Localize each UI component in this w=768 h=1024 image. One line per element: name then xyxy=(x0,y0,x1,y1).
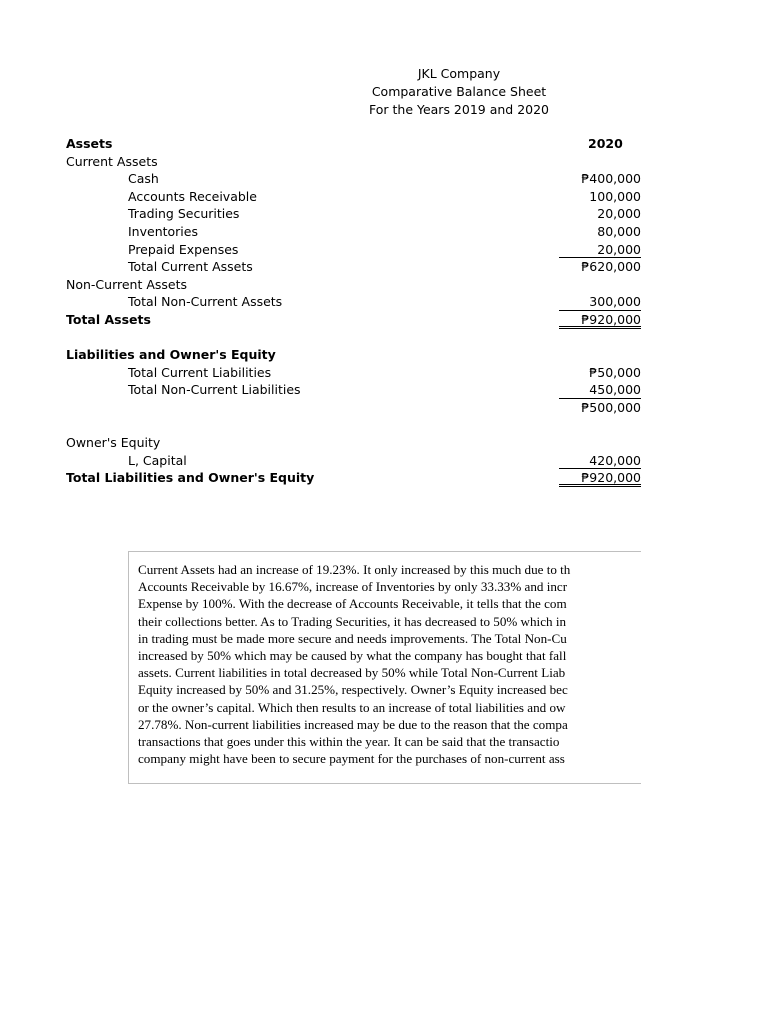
analysis-line: Expense by 100%. With the decrease of Accounts Receivable, it tells that the com xyxy=(138,596,567,612)
row-label: Inventories xyxy=(128,224,198,239)
row-label: Total Non-Current Liabilities xyxy=(128,382,301,398)
balance-sheet-row xyxy=(0,135,641,153)
analysis-line: their collections better. As to Trading Securities, it has decreased to 50% which in xyxy=(138,613,567,629)
row-amount: 450,000 xyxy=(589,382,641,398)
row-label: Liabilities and Owner's Equity xyxy=(66,347,276,363)
balance-sheet-row xyxy=(0,188,641,206)
balance-sheet-row xyxy=(0,487,641,505)
row-amount: ₱620,000 xyxy=(559,257,641,276)
row-label: Total Assets xyxy=(66,312,151,327)
balance-sheet-row xyxy=(0,276,641,294)
analysis-line: Accounts Receivable by 16.67%, increase of Inventories by only 33.33% and incr xyxy=(138,579,568,595)
balance-sheet-heading xyxy=(300,65,618,119)
row-amount: 100,000 xyxy=(589,188,641,204)
row-label: Current Assets xyxy=(66,153,158,169)
row-label: Assets xyxy=(66,136,113,151)
analysis-line: 27.78%. Non-current liabilities increased may be due to the reason that the compa xyxy=(138,716,568,732)
row-label: Total Current Assets xyxy=(128,259,253,275)
balance-sheet-row xyxy=(0,153,641,171)
row-label: Owner's Equity xyxy=(66,435,161,451)
balance-sheet-row xyxy=(0,311,641,329)
report-title: Comparative Balance Sheet xyxy=(371,84,547,99)
analysis-line: transactions that goes under this within the year. It can be said that the transactio xyxy=(138,734,560,750)
row-label: L, Capital xyxy=(128,452,187,468)
row-amount: 80,000 xyxy=(597,224,641,239)
row-amount: ₱920,000 xyxy=(559,310,641,329)
balance-sheet-row xyxy=(0,364,641,382)
row-label: Non-Current Assets xyxy=(66,276,188,292)
report-period: For the Years 2019 and 2020 xyxy=(368,102,550,117)
row-amount: 20,000 xyxy=(597,206,641,222)
balance-sheet-row xyxy=(0,381,641,399)
balance-sheet-row xyxy=(0,258,641,276)
analysis-line: increased by 50% which may be caused by what the company has bought that fall xyxy=(138,648,567,664)
analysis-text-box[interactable] xyxy=(128,551,641,784)
row-amount: ₱920,000 xyxy=(559,468,641,487)
row-label: Trading Securities xyxy=(128,206,240,222)
year-2020-header: 2020 xyxy=(588,136,623,151)
analysis-line: Current Assets had an increase of 19.23%. It only increased by this much due to th xyxy=(138,562,571,577)
company-name: JKL Company xyxy=(417,66,501,81)
row-amount: 20,000 xyxy=(597,241,641,257)
balance-sheet-row xyxy=(0,346,641,364)
balance-sheet-row xyxy=(0,417,641,435)
analysis-line: assets. Current liabilities in total decreased by 50% while Total Non-Current Liab xyxy=(138,665,566,681)
balance-sheet-row xyxy=(0,205,641,223)
row-label: Cash xyxy=(128,171,159,187)
row-amount xyxy=(559,326,641,329)
row-label: Prepaid Expenses xyxy=(128,241,239,257)
row-amount: ₱400,000 xyxy=(581,171,641,187)
analysis-line: or the owner’s capital. Which then results to an increase of total liabilities and ow xyxy=(138,699,566,715)
balance-sheet-row xyxy=(0,293,641,311)
balance-sheet-row xyxy=(0,329,641,347)
balance-sheet-row xyxy=(0,241,641,259)
analysis-line: Equity increased by 50% and 31.25%, respectively. Owner’s Equity increased bec xyxy=(138,682,568,698)
balance-sheet-row xyxy=(0,434,641,452)
row-label: Total Non-Current Assets xyxy=(128,294,283,310)
row-amount: 300,000 xyxy=(589,294,641,310)
analysis-paragraph xyxy=(138,561,641,767)
balance-sheet-row xyxy=(0,170,641,188)
row-amount: 420,000 xyxy=(589,452,641,468)
row-label: Total Liabilities and Owner's Equity xyxy=(66,470,315,486)
balance-sheet-row xyxy=(0,223,641,241)
row-label: Total Current Liabilities xyxy=(128,364,272,380)
row-amount: ₱500,000 xyxy=(559,398,641,417)
row-amount: ₱50,000 xyxy=(589,364,641,380)
balance-sheet-row xyxy=(0,452,641,470)
row-label: Accounts Receivable xyxy=(128,188,257,204)
row-amount xyxy=(559,484,641,487)
balance-sheet-row xyxy=(0,469,641,487)
balance-sheet-row xyxy=(0,399,641,417)
analysis-line: company might have been to secure payment for the purchases of non-current ass xyxy=(138,751,565,767)
analysis-line: in trading must be made more secure and needs improvements. The Total Non-Cu xyxy=(138,630,567,646)
